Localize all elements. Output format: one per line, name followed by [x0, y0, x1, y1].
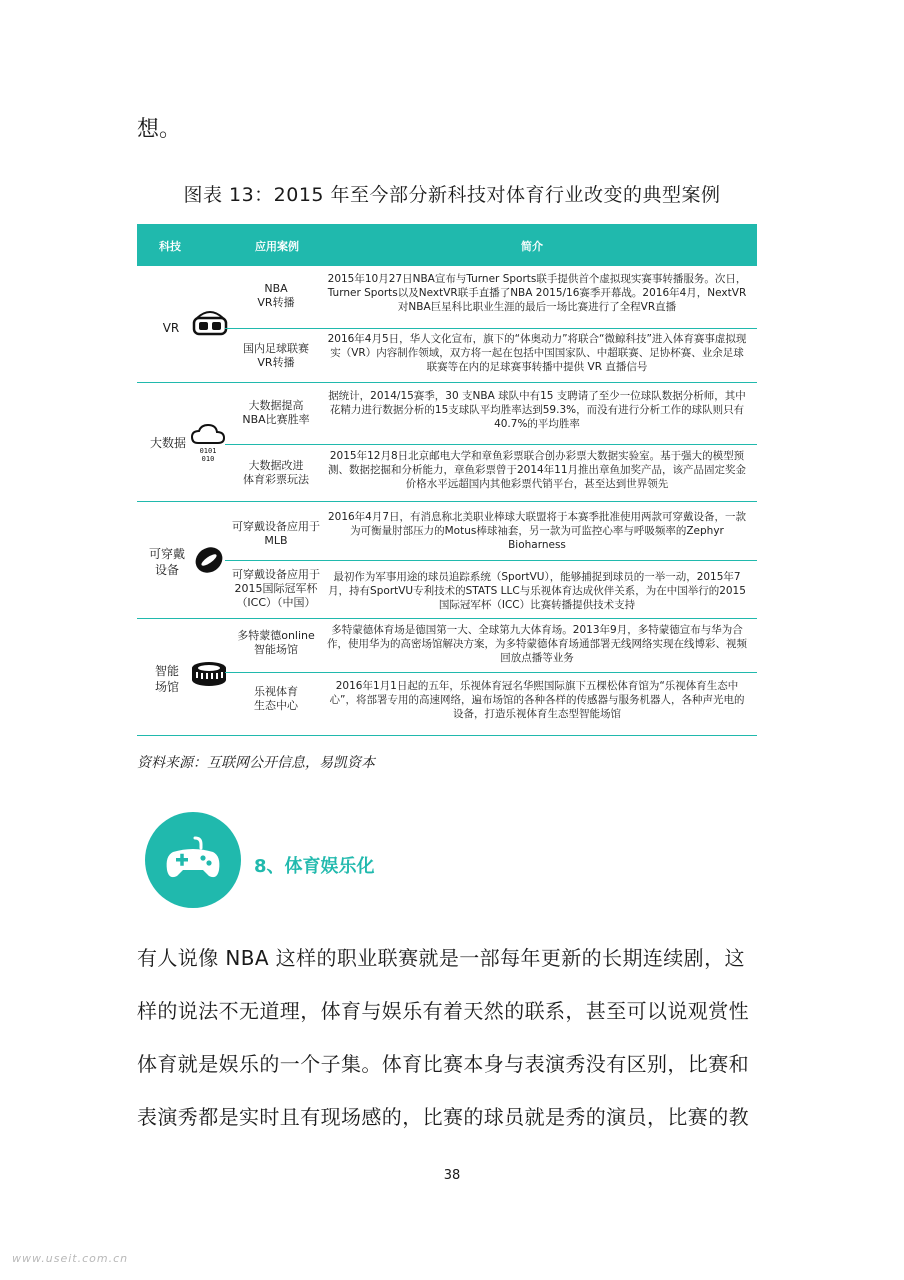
tech-label: 大数据: [149, 436, 186, 450]
paragraph-line: 表演秀都是实时且有现场感的，比赛的球员就是秀的演员，比赛的教: [137, 1105, 749, 1129]
desc-lottery-bigdata: 2015年12月8日北京邮电大学和章鱼彩票联合创办彩票大数据实验室。基于强大的模型预测、数据挖掘和分析能力，章鱼彩票曾于2014年11月推出章鱼加奖产品，该产品固定奖金价格水平远超国内其他彩票代销平台，甚至达到世界领先: [327, 450, 747, 490]
section-title: 8、体育娱乐化: [254, 856, 375, 877]
tech-label: VR: [162, 321, 180, 335]
tech-label: 可穿戴 设备: [148, 547, 185, 577]
top-text: 想。: [137, 117, 182, 142]
table-group-vr: [137, 266, 757, 382]
desc-letv-venue: 2016年1月1日起的五年，乐视体育冠名华熙国际旗下五棵松体育馆为“乐视体育生态中心”，将部署专用的高速网络，遍布场馆的各种各样的传感器与服务机器人，各种声光电的设备，打造乐视体育生态型智能场馆: [329, 680, 745, 720]
desc-nba-bigdata: 据统计，2014/15赛季，30 支NBA 球队中有15 支聘请了至少一位球队数据分析师，其中花精力进行数据分析的15支球队平均胜率达到59.3%，而没有进行分析工作的球队则只有40.7%的平均胜率: [328, 390, 746, 430]
row-divider: [225, 672, 757, 673]
figure-title: 图表 13：2015 年至今部分新科技对体育行业改变的典型案例: [183, 184, 721, 206]
cloud-data-icon: [189, 423, 227, 463]
source-note: 资料来源：互联网公开信息，易凯资本: [137, 755, 375, 771]
paragraph-line: 有人说像 NBA 这样的职业联赛就是一部每年更新的长期连续剧，这: [137, 946, 745, 970]
table-group-bigdata: [137, 383, 757, 501]
desc-mlb-wearable: 2016年4月7日，有消息称北美职业棒球大联盟将于本赛季批准使用两款可穿戴设备，一款为可衡量肘部压力的Motus棒球袖套，另一款为可监控心率与呼吸频率的Zephyr Bioharness: [327, 511, 747, 551]
case-nba-vr: NBA VR转播: [257, 282, 295, 309]
case-lottery-bigdata: 大数据改进 体育彩票玩法: [243, 459, 309, 486]
table-group-wearables: [137, 502, 757, 618]
desc-nba-vr: 2015年10月27日NBA宣布与Turner Sports联手提供首个虚拟现实赛事转播服务。次日，Turner Sports以及NextVR联手直播了NBA 2015/16赛季开幕战。2016年4月，NextVR对NBA巨星科比职业生涯的最后一场比赛进行了全程VR直播: [327, 273, 747, 313]
case-icc-wearable: 可穿戴设备应用于 2015国际冠军杯 （ICC）（中国）: [232, 568, 320, 609]
gamepad-icon: [165, 836, 221, 884]
header-desc: 简介: [521, 240, 543, 253]
case-soccer-vr: 国内足球联赛 VR转播: [243, 342, 309, 369]
group-divider: [137, 735, 757, 736]
header-tech: 科技: [159, 240, 181, 253]
watermark: www.useit.com.cn: [12, 1252, 129, 1265]
table-header: [137, 224, 757, 266]
header-case: 应用案例: [255, 240, 299, 253]
case-letv-venue: 乐视体育 生态中心: [254, 685, 298, 712]
row-divider: [225, 444, 757, 445]
row-divider: [225, 560, 757, 561]
vr-headset-icon: [191, 308, 229, 344]
section-icon-circle: [145, 812, 241, 908]
paragraph-line: 样的说法不无道理，体育与娱乐有着天然的联系，甚至可以说观赏性: [137, 999, 749, 1023]
svg-text:0101: 0101: [199, 447, 217, 455]
body-paragraph: [137, 932, 773, 1144]
paragraph-line: 体育就是娱乐的一个子集。体育比赛本身与表演秀没有区别，比赛和: [137, 1052, 749, 1076]
case-table: [137, 224, 757, 736]
desc-icc-wearable: 最初作为军事用途的球员追踪系统（SportVU），能够捕捉到球员的一举一动，2015年7月，持有SportVU专利技术的STATS LLC与乐视体育达成伙伴关系，为在中国举行的2015国际冠军杯（ICC）比赛转播提供技术支持: [328, 571, 746, 611]
svg-text:010: 010: [201, 455, 215, 463]
desc-soccer-vr: 2016年4月5日，华人文化宣布，旗下的“体奥动力”将联合“微鲸科技”进入体育赛事虚拟现实（VR）内容制作领域，双方将一起在包括中国国家队、中超联赛、足协杯赛、业余足球联赛等在内的足球赛事转播中提供 VR 直播信号: [327, 333, 747, 373]
case-mlb-wearable: 可穿戴设备应用于 MLB: [232, 520, 320, 547]
desc-dortmund-venue: 多特蒙德体育场是德国第一大、全球第九大体育场。2013年9月，多特蒙德宣布与华为合作，使用华为的高密场馆解决方案，为多特蒙德体育场通部署无线网络实现在线博彩、视频回放点播等业务: [327, 624, 747, 664]
page-number: 38: [443, 1168, 461, 1183]
row-divider: [225, 328, 757, 329]
tech-label: 智能 场馆: [154, 664, 179, 694]
case-nba-bigdata: 大数据提高 NBA比赛胜率: [242, 399, 310, 426]
case-dortmund-venue: 多特蒙德online 智能场馆: [237, 629, 315, 656]
table-group-smart-venue: [137, 619, 757, 735]
